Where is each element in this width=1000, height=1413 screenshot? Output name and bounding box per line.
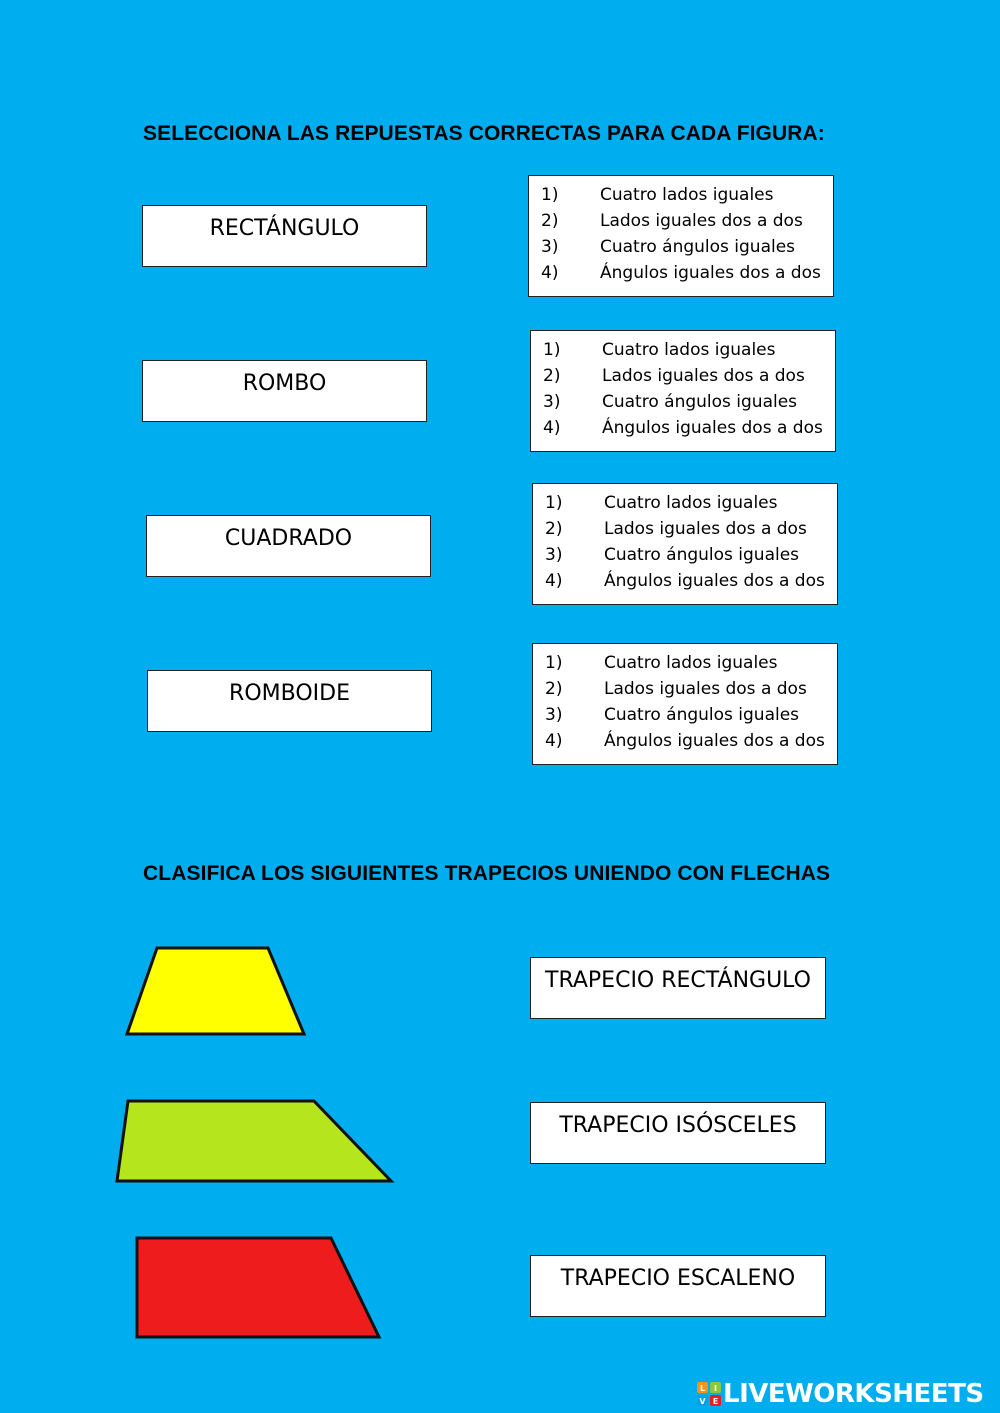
option-1[interactable]: 1) Cuatro lados iguales bbox=[545, 493, 778, 513]
option-2[interactable]: 2) Lados iguales dos a dos bbox=[545, 519, 807, 539]
options-box-romboide bbox=[532, 643, 838, 765]
isosceles-trapezoid-polygon[interactable] bbox=[127, 948, 304, 1034]
section2-title: CLASIFICA LOS SIGUIENTES TRAPECIOS UNIENDO CON FLECHAS bbox=[143, 862, 831, 885]
options-box-cuadrado bbox=[532, 483, 838, 605]
option-2[interactable]: 2) Lados iguales dos a dos bbox=[543, 366, 805, 386]
figure-rombo: ROMBO bbox=[142, 360, 427, 422]
label-trapecio-isosceles[interactable]: TRAPECIO ISÓSCELES bbox=[530, 1102, 826, 1164]
label-trapecio-escaleno[interactable]: TRAPECIO ESCALENO bbox=[530, 1255, 826, 1317]
liveworksheets-logo bbox=[697, 1380, 984, 1408]
options-box-rectangulo bbox=[528, 175, 834, 297]
figure-cuadrado: CUADRADO bbox=[146, 515, 431, 577]
option-3[interactable]: 3) Cuatro ángulos iguales bbox=[541, 237, 796, 257]
logo-letter-l: L bbox=[699, 1384, 706, 1393]
option-1[interactable]: 1) Cuatro lados iguales bbox=[543, 340, 776, 360]
section1-title: SELECCIONA LAS REPUESTAS CORRECTAS PARA CADA FIGURA: bbox=[143, 122, 825, 145]
logo-letter-v: V bbox=[699, 1397, 706, 1406]
logo-text: LIVEWORKSHEETS bbox=[723, 1379, 984, 1409]
option-3[interactable]: 3) Cuatro ángulos iguales bbox=[545, 545, 800, 565]
option-4[interactable]: 4) Ángulos iguales dos a dos bbox=[543, 418, 823, 438]
option-2[interactable]: 2) Lados iguales dos a dos bbox=[541, 211, 803, 231]
option-1[interactable]: 1) Cuatro lados iguales bbox=[545, 653, 778, 673]
figure-rectangulo: RECTÁNGULO bbox=[142, 205, 427, 267]
scalene-trapezoid-polygon[interactable] bbox=[117, 1101, 391, 1181]
label-trapecio-rectangulo[interactable]: TRAPECIO RECTÁNGULO bbox=[530, 957, 826, 1019]
option-4[interactable]: 4) Ángulos iguales dos a dos bbox=[545, 571, 825, 591]
option-3[interactable]: 3) Cuatro ángulos iguales bbox=[543, 392, 798, 412]
option-3[interactable]: 3) Cuatro ángulos iguales bbox=[545, 705, 800, 725]
logo-letter-e: E bbox=[712, 1397, 719, 1406]
figure-romboide: ROMBOIDE bbox=[147, 670, 432, 732]
logo-letter-i: I bbox=[714, 1384, 717, 1393]
liveworksheets-logo-icon bbox=[697, 1382, 721, 1406]
option-4[interactable]: 4) Ángulos iguales dos a dos bbox=[541, 263, 821, 283]
right-trapezoid-polygon[interactable] bbox=[137, 1238, 379, 1337]
option-1[interactable]: 1) Cuatro lados iguales bbox=[541, 185, 774, 205]
isosceles-trapezoid-shape[interactable] bbox=[120, 940, 315, 1040]
option-4[interactable]: 4) Ángulos iguales dos a dos bbox=[545, 731, 825, 751]
option-2[interactable]: 2) Lados iguales dos a dos bbox=[545, 679, 807, 699]
right-trapezoid-shape[interactable] bbox=[128, 1230, 390, 1345]
scalene-trapezoid-shape[interactable] bbox=[110, 1092, 400, 1190]
options-box-rombo bbox=[530, 330, 836, 452]
